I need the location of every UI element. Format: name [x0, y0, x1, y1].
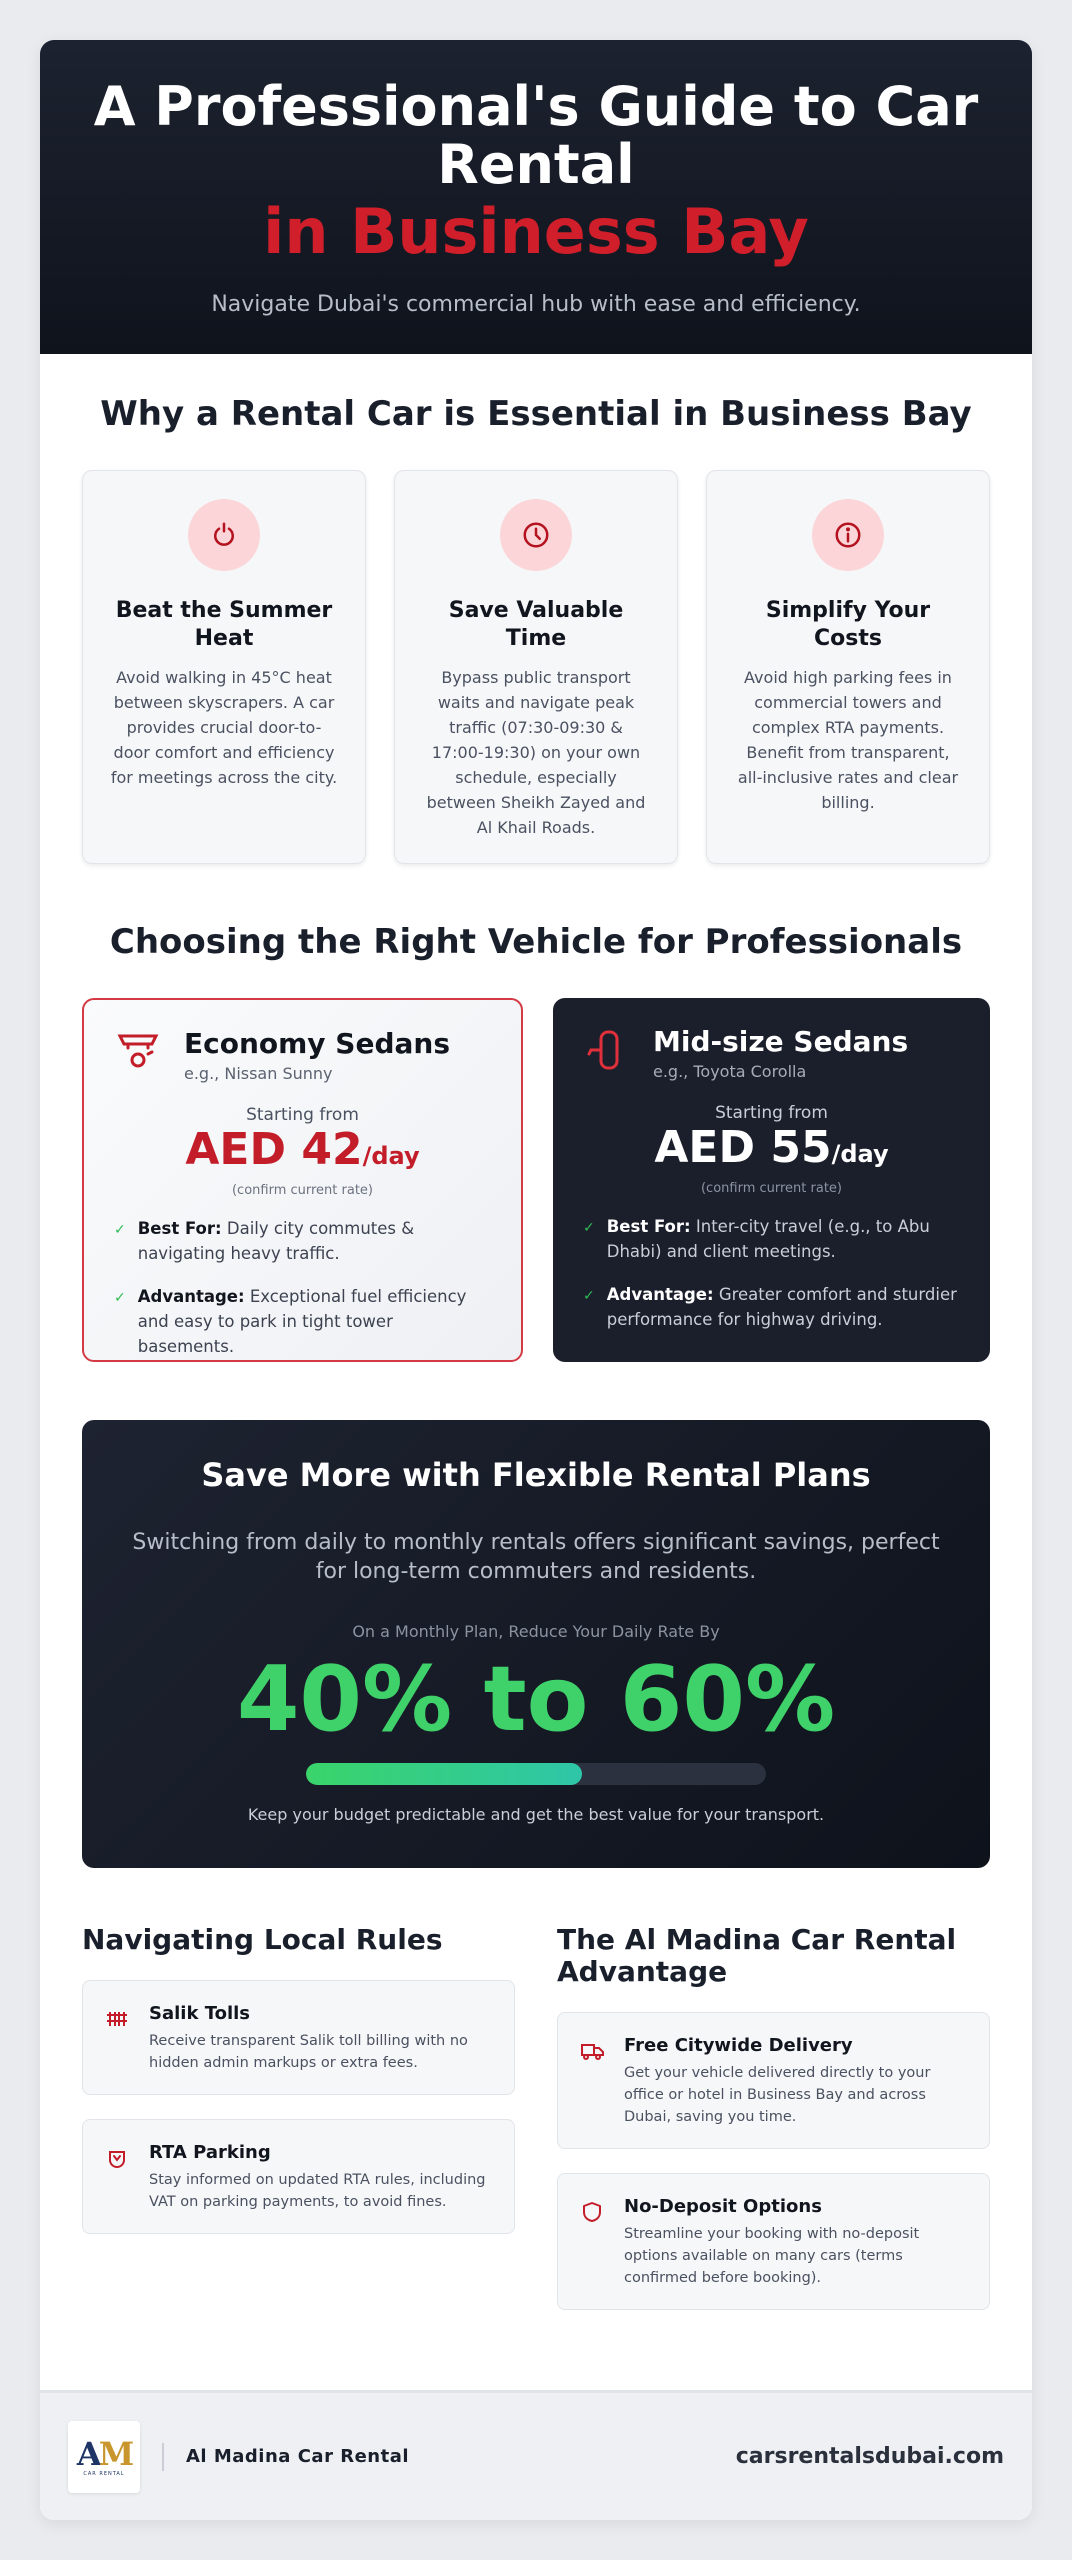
local-rules-title: Navigating Local Rules — [82, 1923, 443, 1956]
rule-title: RTA Parking — [149, 2142, 271, 2163]
rule-title: Salik Tolls — [149, 2003, 250, 2024]
why-title: Why a Rental Car is Essential in Business Bay — [100, 394, 972, 434]
check-icon: ✓ — [114, 1222, 126, 1238]
vehicle-example: e.g., Toyota Corolla — [653, 1062, 807, 1081]
benefit-card-costs — [706, 470, 990, 864]
hero-title: A Professional's Guide to Car Rental — [93, 75, 979, 196]
brand-name: Al Madina Car Rental — [186, 2446, 410, 2467]
advantage-title: The Al Madina Car Rental Advantage — [557, 1923, 957, 1988]
plans-title: Save More with Flexible Rental Plans — [201, 1456, 871, 1494]
clock-icon — [500, 499, 572, 571]
feature-best-for: ✓ Best For: Inter-city travel (e.g., to Abu Dhabi) and client meetings. — [583, 1214, 960, 1264]
feature-advantage: ✓ Advantage: Greater comfort and sturdier performance for highway driving. — [583, 1282, 960, 1332]
benefit-text: Bypass public transport waits and navigate peak traffic (07:30-09:30 & 17:00-19:30) on your own schedule, especially between Sheikh Zayed and Al Khail Roads. — [426, 668, 646, 837]
company-logo[interactable]: AM CAR RENTAL — [68, 2421, 140, 2493]
benefit-text: Avoid walking in 45°C heat between skyscrapers. A car provides crucial door-to-door comfort and efficiency for meetings across the city. — [110, 668, 338, 787]
benefit-title: Beat the Summer Heat — [115, 598, 333, 651]
rule-text: Stay informed on updated RTA rules, including VAT on parking payments, to avoid fines. — [149, 2172, 486, 2210]
infographic-page — [40, 40, 1032, 2520]
price-amount: AED 55/day — [654, 1122, 889, 1173]
hero-subtitle: Navigate Dubai's commercial hub with ease and efficiency. — [211, 292, 861, 317]
savings-progress-fill — [306, 1763, 582, 1785]
price-unit: /day — [362, 1142, 420, 1170]
parking-icon — [105, 2142, 131, 2213]
vehicle-card-midsize — [553, 998, 990, 1362]
vehicles-title: Choosing the Right Vehicle for Professionals — [109, 922, 963, 962]
benefit-text: Avoid high parking fees in commercial towers and complex RTA payments. Benefit from transparent, all-inclusive rates and clear billing. — [737, 668, 959, 812]
advantage-item-deposit — [557, 2173, 990, 2310]
benefit-title: Simplify Your Costs — [765, 598, 931, 651]
footer-divider — [162, 2443, 164, 2471]
price-label: Starting from — [246, 1105, 359, 1125]
rental-plans-panel — [82, 1420, 990, 1868]
advantage-item-title: Free Citywide Delivery — [624, 2035, 853, 2056]
info-icon — [812, 499, 884, 571]
price-label: Starting from — [715, 1103, 828, 1123]
price-unit: /day — [831, 1140, 889, 1168]
vehicle-name: Mid-size Sedans — [653, 1025, 909, 1058]
feature-best-for: ✓ Best For: Daily city commutes & navigating heavy traffic. — [114, 1216, 491, 1266]
vehicles-section — [40, 922, 1032, 1362]
website-link[interactable]: carsrentalsdubai.com — [735, 2444, 1004, 2469]
benefit-card-time — [394, 470, 678, 864]
price-block — [583, 1103, 960, 1196]
price-amount: AED 42/day — [185, 1124, 420, 1175]
vehicle-example: e.g., Nissan Sunny — [184, 1064, 333, 1083]
advantage-item-title: No-Deposit Options — [624, 2196, 822, 2217]
heat-icon — [188, 499, 260, 571]
why-section — [40, 394, 1032, 864]
plans-footnote: Keep your budget predictable and get the best value for your transport. — [247, 1805, 825, 1824]
plans-lead: Switching from daily to monthly rentals offers significant savings, perfect for long-term commuters and residents. — [132, 1530, 940, 1584]
advantage-item-text: Streamline your booking with no-deposit options available on many cars (terms confirmed before booking). — [624, 2226, 920, 2286]
check-icon: ✓ — [583, 1220, 595, 1236]
price-note: (confirm current rate) — [700, 1181, 843, 1196]
plans-subheading: On a Monthly Plan, Reduce Your Daily Rate By — [352, 1622, 720, 1641]
check-icon: ✓ — [114, 1290, 126, 1306]
vehicle-card-economy — [82, 998, 523, 1362]
rule-item-parking — [82, 2119, 515, 2234]
car-front-icon — [114, 1028, 162, 1080]
advantage-item-delivery — [557, 2012, 990, 2149]
price-note: (confirm current rate) — [231, 1183, 374, 1198]
local-rules-section — [82, 1924, 515, 2310]
advantage-section — [557, 1924, 990, 2310]
vehicle-name: Economy Sedans — [184, 1027, 450, 1060]
rule-text: Receive transparent Salik toll billing with no hidden admin markups or extra fees. — [149, 2033, 468, 2071]
price-block — [114, 1105, 491, 1198]
check-icon: ✓ — [583, 1288, 595, 1304]
hero-banner — [40, 40, 1032, 354]
delivery-truck-icon — [580, 2035, 606, 2128]
footer — [40, 2390, 1032, 2520]
benefit-title: Save Valuable Time — [448, 598, 624, 651]
rule-item-salik — [82, 1980, 515, 2095]
shield-icon — [580, 2196, 606, 2289]
savings-progress-bar — [306, 1763, 766, 1785]
advantage-item-text: Get your vehicle delivered directly to your office or hotel in Business Bay and across Dubai, saving you time. — [624, 2065, 931, 2125]
benefit-card-heat — [82, 470, 366, 864]
car-side-icon — [583, 1026, 631, 1078]
savings-range: 40% to 60% — [236, 1647, 836, 1752]
hero-title-accent: in Business Bay — [263, 195, 809, 268]
feature-advantage: ✓ Advantage: Exceptional fuel efficiency and easy to park in tight tower basements. — [114, 1284, 491, 1359]
toll-gate-icon — [105, 2003, 131, 2074]
